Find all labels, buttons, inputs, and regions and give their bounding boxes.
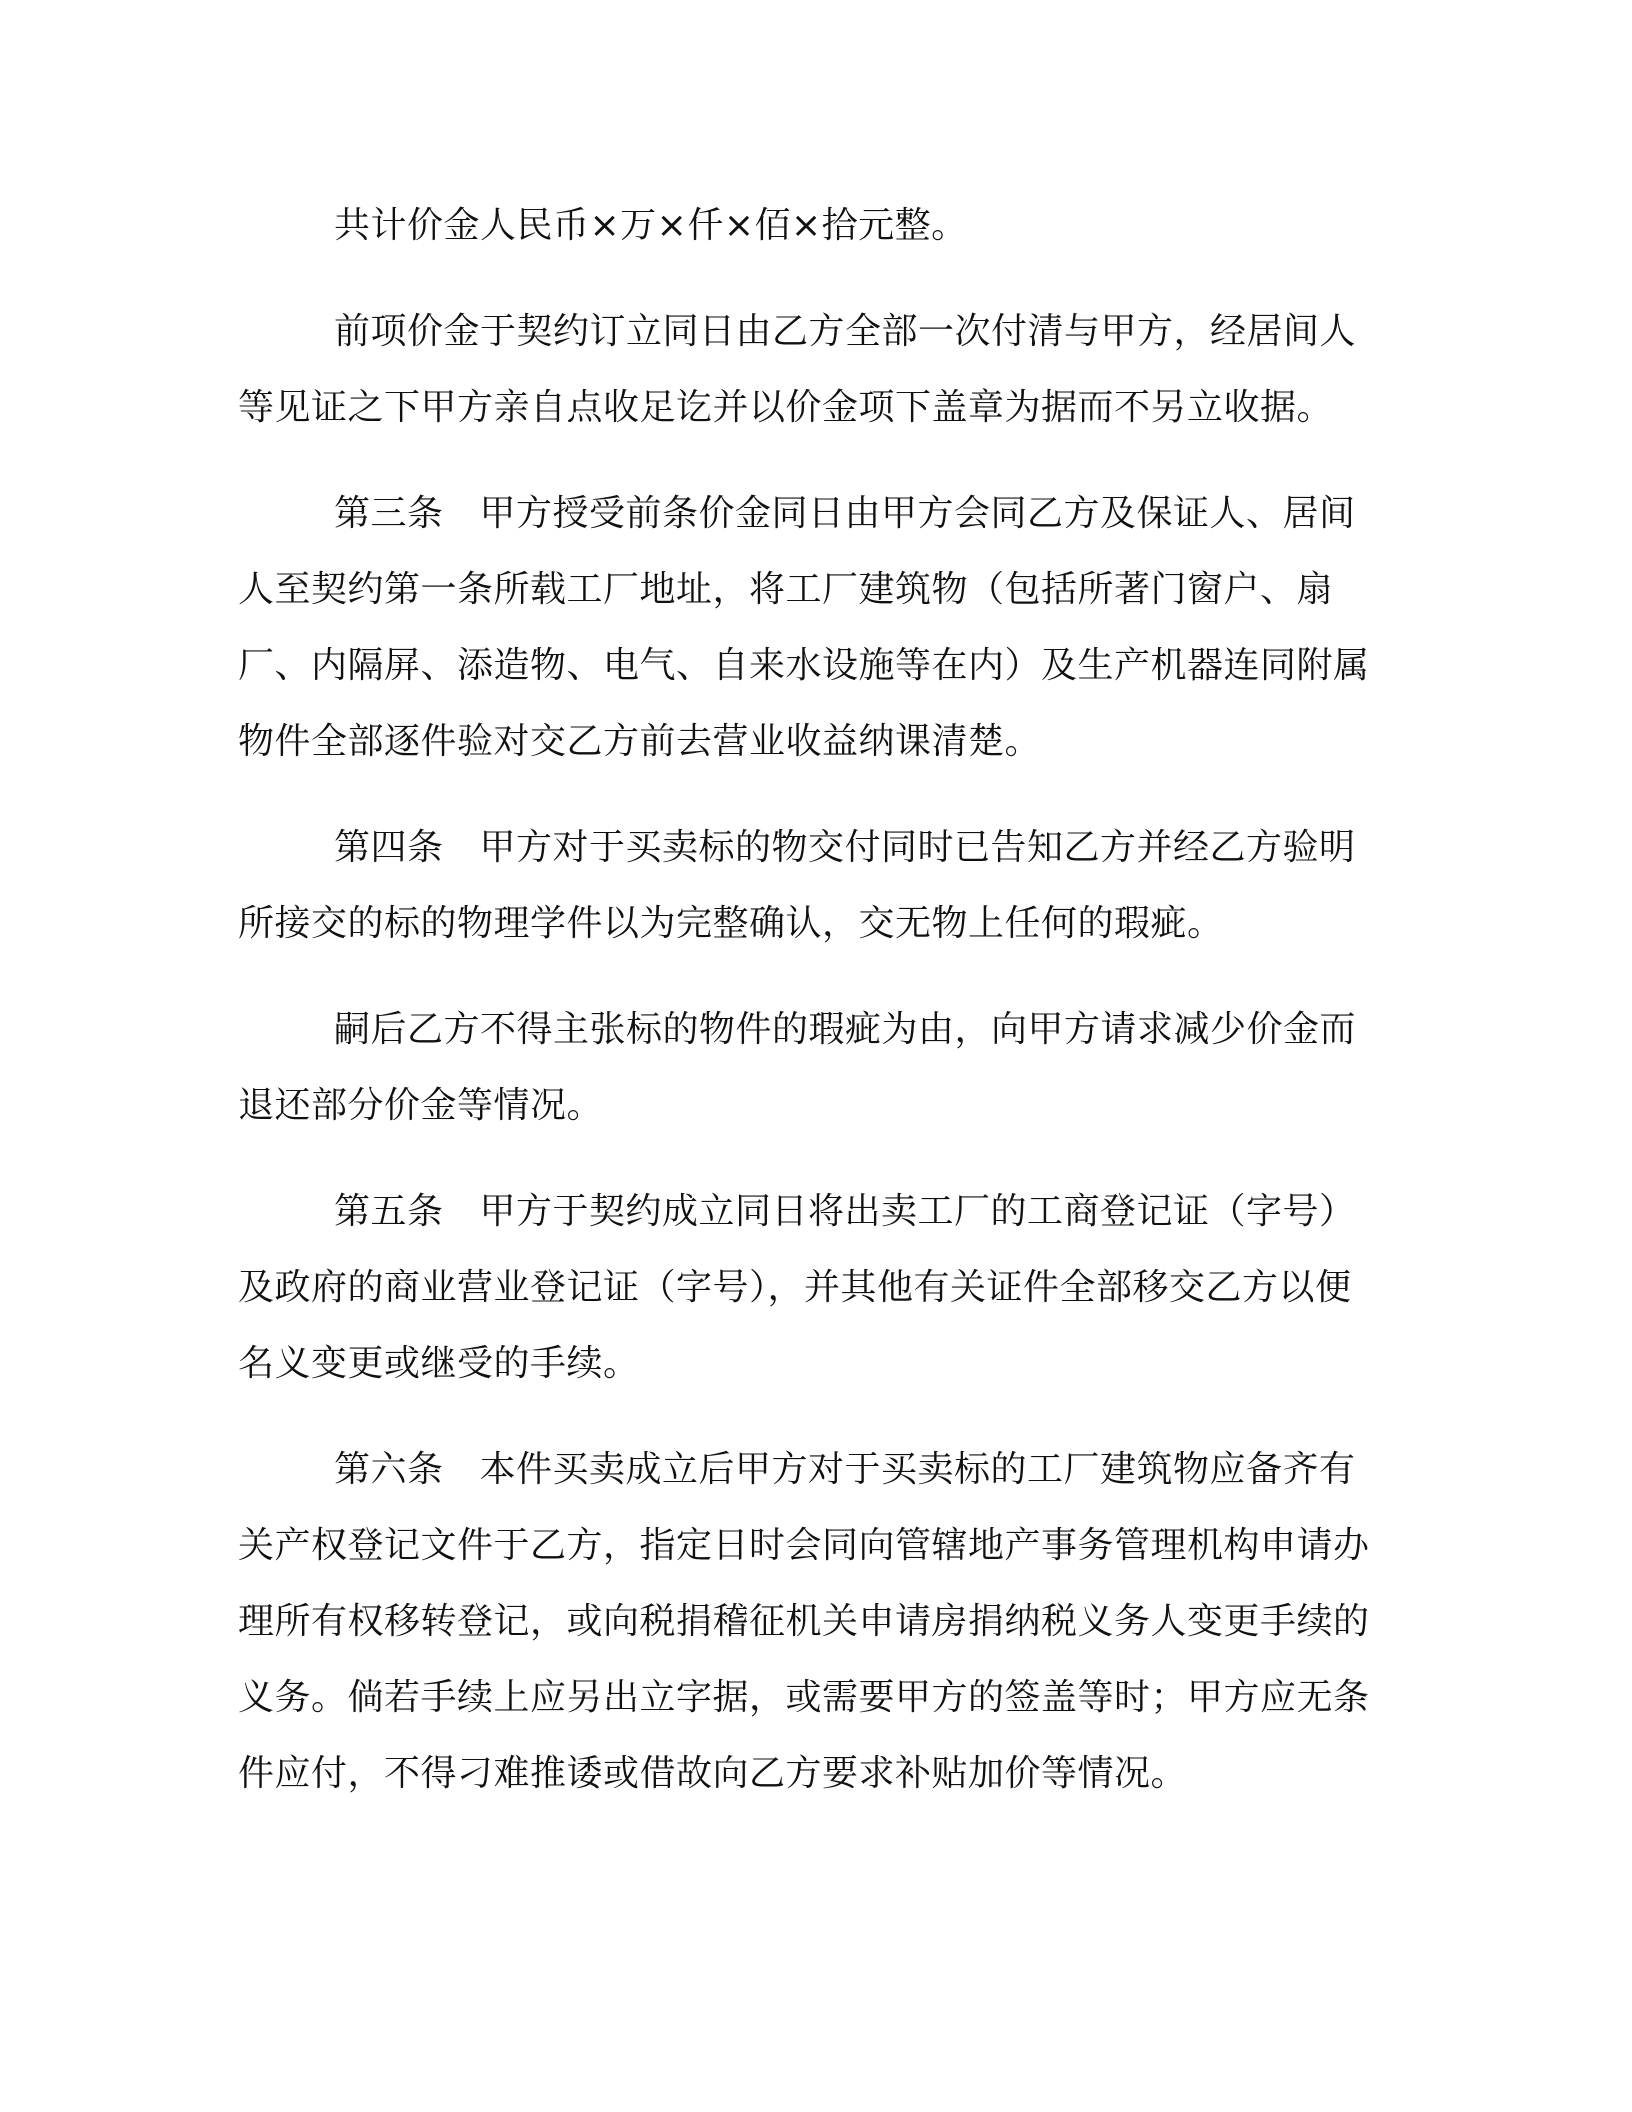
article-number: 第五条 — [334, 1191, 444, 1232]
paragraph-text: 甲方对于买卖标的物交付同时已告知乙方并经乙方验明所接交的标的物理学件以为完整确认，交无物上任何的瑕疵。 — [238, 827, 1356, 944]
article-number: 第四条 — [334, 827, 444, 868]
paragraph-article-5 — [238, 1174, 1378, 1402]
paragraph-payment — [238, 294, 1378, 446]
paragraph-total-price — [238, 188, 1378, 264]
document-body — [238, 188, 1378, 1842]
paragraph-article-6 — [238, 1432, 1378, 1812]
paragraph-text: 前项价金于契约订立同日由乙方全部一次付清与甲方，经居间人等见证之下甲方亲自点收足讫并以价金项下盖章为据而不另立收据。 — [238, 311, 1357, 428]
paragraph-text: 甲方于契约成立同日将出卖工厂的工商登记证（字号）及政府的商业营业登记证（字号），并其他有关证件全部移交乙方以便名义变更或继受的手续。 — [238, 1191, 1356, 1384]
paragraph-text: 甲方授受前条价金同日由甲方会同乙方及保证人、居间人至契约第一条所载工厂地址，将工厂建筑物（包括所著门窗户、扇厂、内隔屏、添造物、电气、自来水设施等在内）及生产机器连同附属物件全部逐件验对交乙方前去营业收益纳课清楚。 — [238, 493, 1370, 762]
article-number: 第六条 — [334, 1449, 444, 1490]
paragraph-article-4 — [238, 810, 1378, 962]
paragraph-defect-claim — [238, 992, 1378, 1144]
paragraph-text: 嗣后乙方不得主张标的物件的瑕疵为由，向甲方请求减少价金而退还部分价金等情况。 — [238, 1009, 1357, 1126]
paragraph-text: 共计价金人民币×万×仟×佰×拾元整。 — [334, 205, 968, 246]
paragraph-text: 本件买卖成立后甲方对于买卖标的工厂建筑物应备齐有关产权登记文件于乙方，指定日时会同向管辖地产事务管理机构申请办理所有权移转登记，或向税捐稽征机关申请房捐纳税义务人变更手续的义务。倘若手续上应另出立字据，或需要甲方的签盖等时；甲方应无条件应付，不得刁难推诿或借故向乙方要求补贴加价等情况。 — [238, 1449, 1370, 1794]
paragraph-article-3 — [238, 476, 1378, 780]
article-number: 第三条 — [334, 493, 444, 534]
